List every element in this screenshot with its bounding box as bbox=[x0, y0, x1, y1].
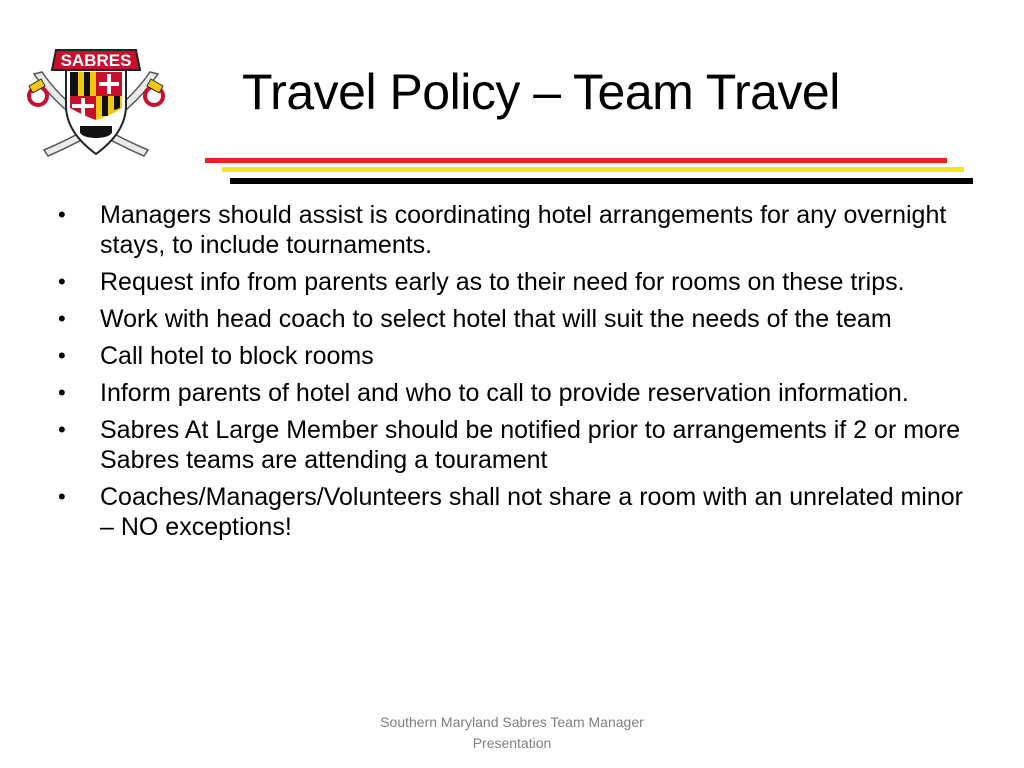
bullet-icon: • bbox=[58, 306, 66, 331]
bullet-icon: • bbox=[58, 269, 66, 294]
bullet-item bbox=[58, 267, 978, 297]
bullet-text: Sabres At Large Member should be notified prior to arrangements if 2 or more Sabres teams are attending a tourament bbox=[100, 416, 961, 474]
slide-title: Travel Policy – Team Travel bbox=[242, 64, 840, 120]
bullet-item bbox=[58, 482, 978, 542]
bullet-icon: • bbox=[58, 380, 66, 405]
bullet-list bbox=[58, 200, 978, 549]
title-underline-black bbox=[230, 178, 973, 184]
title-underline-red bbox=[205, 158, 947, 163]
logo-text: SABRES bbox=[60, 51, 132, 70]
bullet-item bbox=[58, 304, 978, 334]
bullet-icon: • bbox=[58, 484, 66, 509]
bullet-item bbox=[58, 378, 978, 408]
bullet-text: Coaches/Managers/Volunteers shall not share a room with an unrelated minor – NO exceptions! bbox=[100, 483, 963, 541]
bullet-icon: • bbox=[58, 343, 66, 368]
bullet-text: Request info from parents early as to their need for rooms on these trips. bbox=[100, 268, 905, 296]
bullet-text: Managers should assist is coordinating hotel arrangements for any overnight stays, to include tournaments. bbox=[100, 201, 947, 259]
title-underline-yellow bbox=[222, 167, 964, 172]
bullet-item bbox=[58, 200, 978, 260]
bullet-item bbox=[58, 415, 978, 475]
bullet-item bbox=[58, 341, 978, 371]
bullet-text: Work with head coach to select hotel that will suit the needs of the team bbox=[100, 305, 892, 333]
bullet-text: Inform parents of hotel and who to call to provide reservation information. bbox=[100, 379, 909, 407]
sabres-logo bbox=[26, 36, 166, 160]
bullet-text: Call hotel to block rooms bbox=[100, 342, 374, 370]
bullet-icon: • bbox=[58, 417, 66, 442]
slide-footer: Southern Maryland Sabres Team Manager Presentation bbox=[380, 714, 644, 751]
bullet-icon: • bbox=[58, 202, 66, 227]
